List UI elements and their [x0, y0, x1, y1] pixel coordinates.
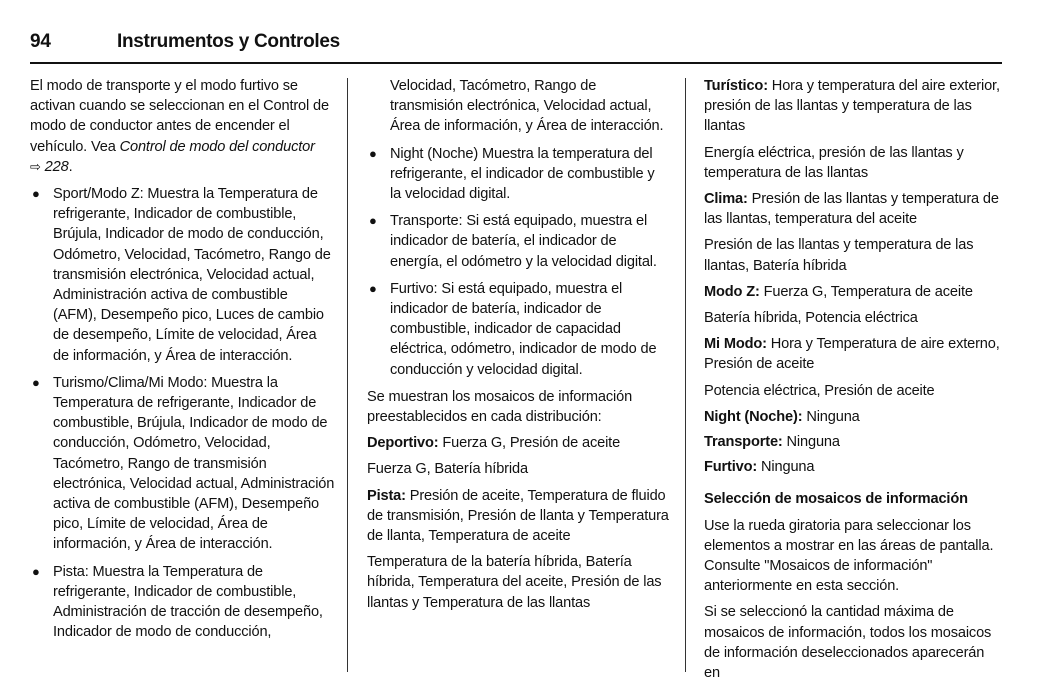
- column-divider-2: [685, 78, 686, 672]
- modo-z-entry: Modo Z: Fuerza G, Temperatura de aceite: [704, 283, 973, 300]
- section-title: Instrumentos y Controles: [117, 31, 340, 52]
- display-mode-list: [30, 184, 335, 642]
- selection-paragraph: Use la rueda giratoria para seleccionar los elementos a mostrar en las áreas de pantalla. Consulte "Mosaicos de información" anteriormente en esta sección.: [704, 517, 994, 595]
- section-subheading: Selección de mosaicos de información: [704, 491, 968, 508]
- bullet-icon: ●: [32, 374, 40, 390]
- furtivo-entry: Furtivo: Ninguna: [704, 459, 815, 476]
- list-continuation: Velocidad, Tacómetro, Rango de transmisión electrónica, Velocidad actual, Área de información, y Área de interacción.: [390, 78, 664, 135]
- bullet-icon: ●: [32, 186, 40, 202]
- list-item: ● Turismo/Clima/Mi Modo: Muestra la Temperatura de refrigerante, Indicador de combustible, Brújula, Indicador de modo de conducción, Odómetro, Velocidad, Tacómetro, Rango de transmisión electrónica, Velocidad actual, Administración activa de combustible (AFM), Desempeño pico, Límite de velocidad, Área de información, y Área de interacción.: [32, 374, 335, 553]
- deportivo-entry-2: Fuerza G, Batería híbrida: [367, 461, 528, 478]
- bullet-icon: ●: [32, 563, 40, 579]
- night-entry: Night (Noche): Ninguna: [704, 408, 860, 425]
- deportivo-entry: Deportivo: Fuerza G, Presión de aceite: [367, 435, 621, 452]
- cross-reference-page[interactable]: 228: [44, 158, 69, 175]
- display-mode-list-continued: [367, 144, 669, 380]
- turistico-entry: Turístico: Hora y temperatura del aire exterior, presión de las llantas y temperatura de las llantas: [704, 78, 1000, 135]
- column-3: [704, 76, 1004, 689]
- list-item: ● Transporte: Si está equipado, muestra el indicador de batería, el indicador de energía, el odómetro y la velocidad digital.: [369, 213, 657, 270]
- cross-reference-link[interactable]: Control de modo del conductor: [119, 138, 315, 155]
- mi-modo-entry-2: Potencia eléctrica, Presión de aceite: [704, 382, 935, 399]
- list-item: ● Furtivo: Si está equipado, muestra el indicador de batería, indicador de combustible, indicador de capacidad eléctrica, odómetro, indicador de modo de conducción y velocidad digital.: [369, 280, 657, 378]
- page-header: [30, 30, 1002, 64]
- modo-z-entry-2: Batería híbrida, Potencia eléctrica: [704, 310, 918, 327]
- column-divider-1: [347, 78, 348, 672]
- mi-modo-entry: Mi Modo: Hora y Temperatura de aire externo, Presión de aceite: [704, 336, 1000, 373]
- tiles-intro: Se muestran los mosaicos de información preestablecidos en cada distribución:: [367, 388, 633, 426]
- clima-entry-2: Presión de las llantas y temperatura de las llantas, Batería híbrida: [704, 237, 974, 274]
- page-number: 94: [30, 31, 51, 52]
- intro-paragraph: El modo de transporte y el modo furtivo se activan cuando se seleccionan en el Control de modo de conductor antes de encender el vehículo. Vea Control de modo del conductor ⇨ 228.: [30, 78, 329, 175]
- list-item: ● Sport/Modo Z: Muestra la Temperatura de refrigerante, Indicador de combustible, Brújula, Indicador de modo de conducción, Odómetro, Velocidad, Tacómetro, Rango de transmisión electrónica, Velocidad actual, Administración activa de combustible (AFM), Desempeño pico, Luces de cambio de desempeño, Límite de velocidad, Área de información, y Área de interacción.: [32, 186, 331, 364]
- turistico-entry-2: Energía eléctrica, presión de las llantas y temperatura de las llantas: [704, 144, 964, 181]
- bullet-icon: ●: [369, 145, 377, 161]
- list-item: ● Pista: Muestra la Temperatura de refrigerante, Indicador de combustible, Administración de tracción de desempeño, Indicador de modo de conducción,: [32, 563, 323, 641]
- column-1: [30, 76, 335, 649]
- clima-entry: Clima: Presión de las llantas y temperatura de las llantas, temperatura del aceite: [704, 191, 999, 228]
- pista-entry: Pista: Presión de aceite, Temperatura de fluido de transmisión, Presión de llanta y Temperatura de llanta, Temperatura de aceite: [367, 487, 669, 545]
- list-item: ● Night (Noche) Muestra la temperatura del refrigerante, el indicador de combustible y la velocidad digital.: [369, 145, 655, 203]
- transporte-entry: Transporte: Ninguna: [704, 434, 840, 451]
- column-2: [367, 76, 669, 619]
- bullet-icon: ●: [369, 280, 377, 296]
- bullet-icon: ●: [369, 213, 377, 229]
- max-tiles-paragraph: Si se seleccionó la cantidad máxima de mosaicos de información, todos los mosaicos de información deseleccionados aparecerán en: [704, 604, 992, 682]
- pista-entry-2: Temperatura de la batería híbrida, Batería híbrida, Temperatura del aceite, Presión de las llantas y Temperatura de las llantas: [367, 554, 662, 611]
- page-ref-arrow-icon: ⇨: [30, 158, 41, 174]
